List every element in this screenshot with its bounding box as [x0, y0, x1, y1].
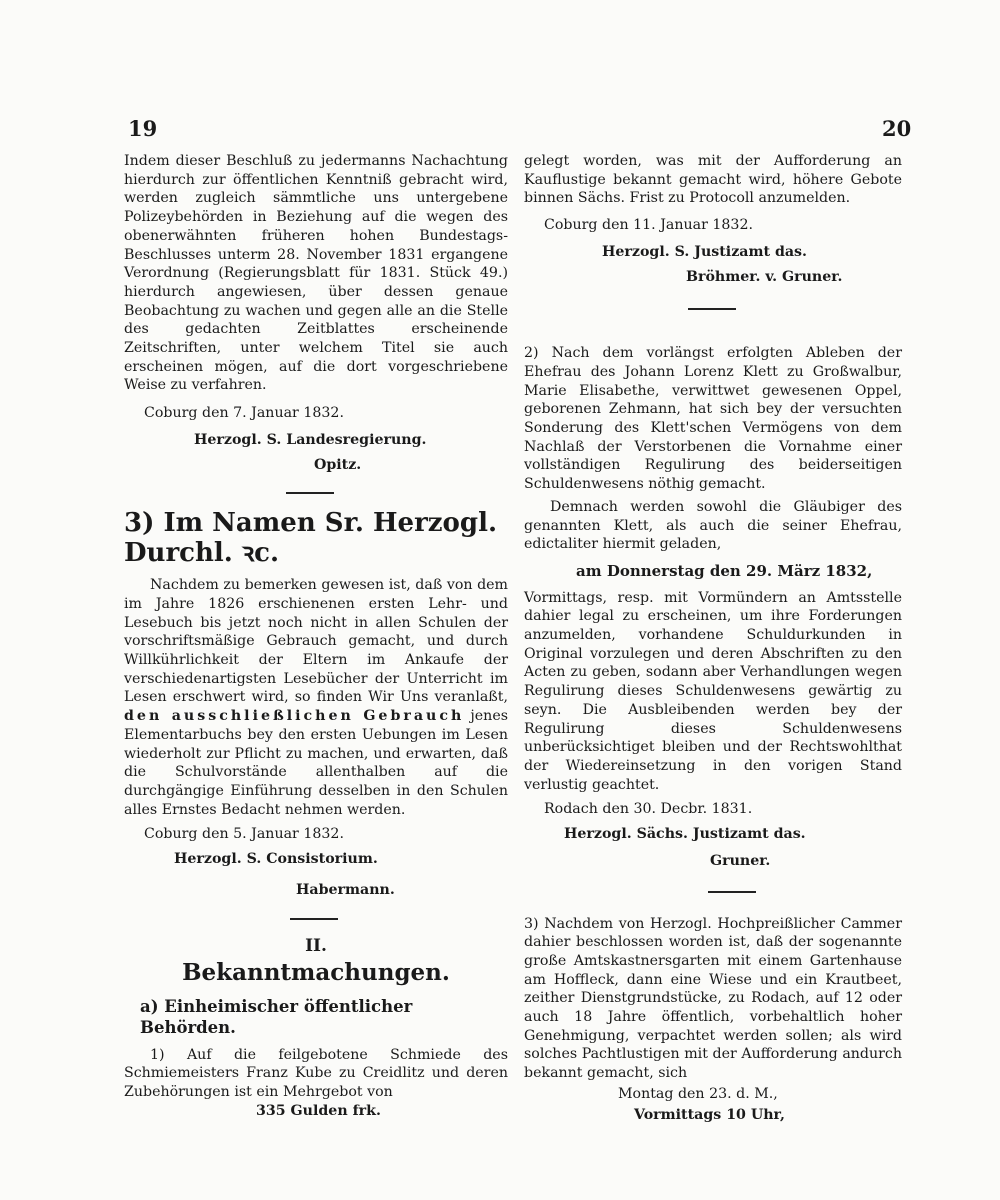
- summons-date: am Donnerstag den 29. März 1832,: [576, 561, 873, 580]
- issuing-office: Herzogl. Sächs. Justizamt das.: [564, 826, 806, 843]
- paragraph-instructions: Vormittags, resp. mit Vormündern an Amtsstelle dahier legal zu erscheinen, um ihre Forderungen anzumelden, vorhandene Schuldurkunden in Original vorzulegen und deren Abschriften zu den Acten zu geben, sodann aber Verhandlungen wegen Regulirung dieses Schuldenwesens gewärtig zu seyn. Die Ausbleibenden werden bey der Regulirung dieses Schuldenwesens unberücksichtiget bleiben und der Rechtswohlthat der Wiedereinsetzung in den vorigen Stand verlustig geachtet.: [524, 589, 902, 793]
- part-number: II.: [305, 935, 327, 956]
- paragraph-klett-estate: 2) Nach dem vorlängst erfolgten Ableben der Ehefrau des Johann Lorenz Klett zu Großwalbur, Marie Elisabethe, verwittwet gewesenen Oppel, geborenen Zehmann, hat sich bey der versuchten Sonderung des Klett'schen Vermögens von dem Nachlaß der Verstorbenen die Vornahme einer vollständigen Regulirung des beiderseitigen Schuldenwesens nöthig gemacht.: [524, 345, 902, 493]
- place-date: Coburg den 7. Januar 1832.: [144, 405, 344, 422]
- divider: [688, 308, 736, 310]
- signature: Gruner.: [710, 852, 771, 869]
- right-column: [524, 152, 902, 1124]
- paragraph-auction: 1) Auf die feilgebotene Schmiede des Schmiemeisters Franz Kube zu Creidlitz und deren Zubehörungen ist ein Mehrgebot von: [124, 1046, 508, 1100]
- bid-amount: 335 Gulden frk.: [256, 1102, 381, 1119]
- place-date: Coburg den 5. Januar 1832.: [144, 826, 344, 843]
- lease-time: Vormittags 10 Uhr,: [634, 1106, 785, 1123]
- signature: Opitz.: [314, 456, 362, 473]
- issuing-office: Herzogl. S. Justizamt das.: [602, 243, 807, 260]
- page-number-right: 20: [882, 116, 912, 141]
- lease-date: Montag den 23. d. M.,: [618, 1085, 778, 1102]
- page-number-left: 19: [128, 116, 158, 141]
- left-column: [124, 152, 508, 1120]
- subsection-heading: a) Einheimischer öffentlicher Behörden.: [140, 996, 413, 1037]
- emphasis-spaced: den ausschließlichen Gebrauch: [124, 708, 465, 725]
- issuing-office: Herzogl. S. Consistorium.: [174, 851, 378, 868]
- place-date: Rodach den 30. Decbr. 1831.: [544, 801, 753, 818]
- signature: Habermann.: [296, 881, 395, 898]
- section-heading-3: 3) Im Namen Sr. Herzogl. Durchl. ꝛc.: [124, 508, 498, 569]
- divider: [286, 492, 334, 494]
- divider: [708, 891, 756, 893]
- paragraph-lease: 3) Nachdem von Herzogl. Hochpreißlicher Cammer dahier beschlossen worden ist, daß der sogenannte große Amtskastnersgarten mit einem Gartenhause am Hoffleck, dann eine Wiese und ein Krautbeet, zeither Dienstgrundstücke, zu Rodach, auf 12 oder auch 18 Jahre öffentlich, vorbehaltlich hoher Genehmigung, verpachtet werden sollen; als wird solches Pachtlustigen mit der Aufforderung andurch bekannt gemacht, sich: [524, 915, 902, 1082]
- paragraph-summons: Demnach werden sowohl die Gläubiger des genannten Klett, als auch die seiner Ehefrau, edictaliter hiermit geladen,: [524, 498, 902, 553]
- place-date: Coburg den 11. Januar 1832.: [544, 217, 753, 234]
- paragraph-continuation: gelegt worden, was mit der Aufforderung an Kauflustige bekannt gemacht wird, höhere Gebote binnen Sächs. Frist zu Protocoll anzumelden.: [524, 153, 902, 207]
- paragraph-text: jenes Elementarbuchs bey den ersten Uebungen im Lesen wiederholt zur Pflicht zu machen, und erwarten, daß die Schulvorstände allenthalben auf die durchgängige Einführung desselben in den Schulen alles Ernstes Bedacht nehmen werden.: [124, 708, 508, 818]
- issuing-office: Herzogl. S. Landesregierung.: [194, 431, 427, 448]
- divider: [290, 918, 338, 920]
- part-heading: Bekanntmachungen.: [182, 958, 450, 986]
- paragraph-text: Nachdem zu bemerken gewesen ist, daß von dem im Jahre 1826 erschienenen ersten Lehr- und Lesebuch bis jetzt noch nicht in allen Schulen der vorschriftsmäßige Gebrauch gemacht, und durch Willkührlichkeit der Eltern im Ankaufe der verschiedenartigsten Lesebücher der Unterricht im Lesen erschwert wird, so finden Wir Uns veranlaßt,: [124, 577, 508, 706]
- paragraph-resolution: Indem dieser Beschluß zu jedermanns Nachachtung hierdurch zur öffentlichen Kenntniß gebracht wird, werden zugleich sämmtliche uns untergebene Polizeybehörden in Beziehung auf die wegen des obenerwähnten früheren hohen Bundestags-Beschlusses unterm 28. November 1831 ergangene Verordnung (Regierungsblatt für 1831. Stück 49.) hierdurch angewiesen, über dessen genaue Beobachtung zu wachen und gegen alle an die Stelle des gedachten Zeitblattes erscheinende Zeitschriften, unter welchem Titel sie auch erscheinen mögen, auf die dort vorgeschriebene Weise zu verfahren.: [124, 153, 508, 394]
- signature: Bröhmer. v. Gruner.: [686, 268, 843, 285]
- paragraph-consistory: [124, 576, 508, 819]
